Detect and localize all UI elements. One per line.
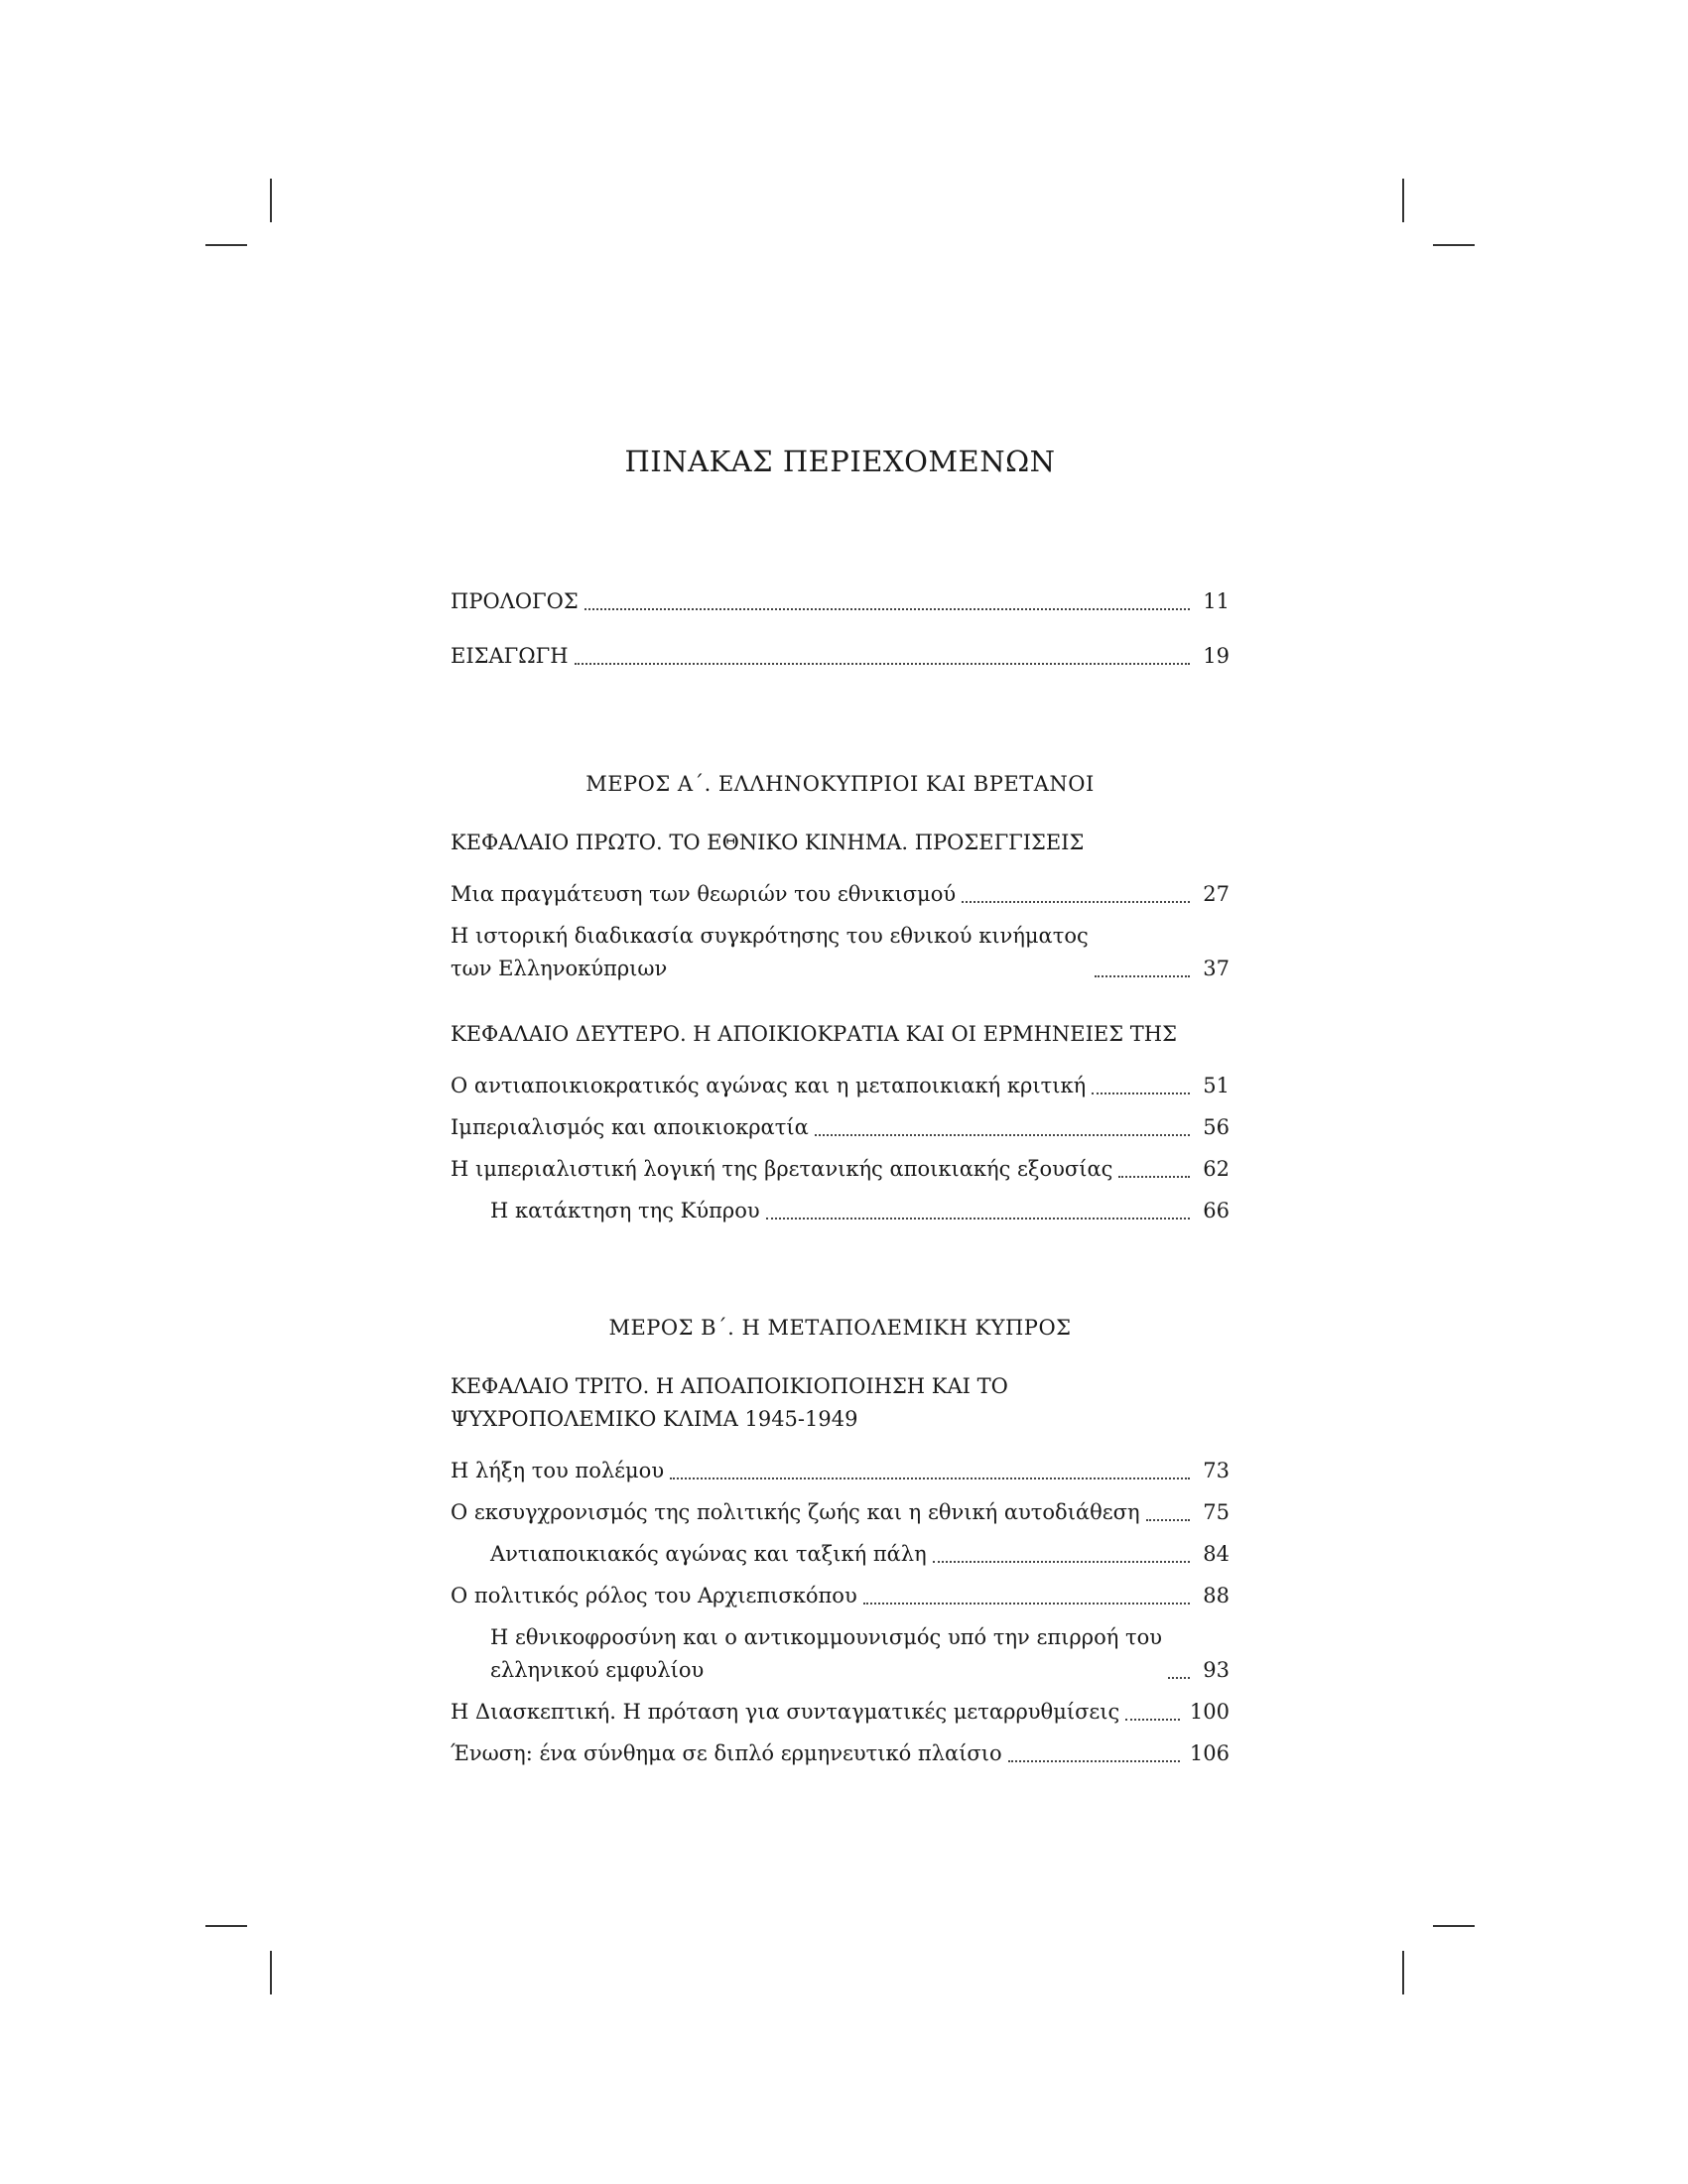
toc-entry-line: Ένωση: ένα σύνθημα σε διπλό ερμηνευτικό πλαίσιο (451, 1741, 1002, 1765)
toc-entry-line: Η ιστορική διαδικασία συγκρότησης του εθνικού κινήματος (451, 924, 1089, 948)
dot-leader (933, 1561, 1190, 1563)
toc-entry-line: Ο πολιτικός ρόλος του Αρχιεπισκόπου (451, 1584, 857, 1607)
toc-entry-page: 56 (1203, 1115, 1230, 1139)
toc-entry-page: 93 (1203, 1658, 1230, 1682)
toc-entry-label (451, 1111, 809, 1144)
toc-entry[interactable] (451, 1621, 1230, 1687)
toc-entry-line: Ο εκσυγχρονισμός της πολιτικής ζωής και η εθνική αυτοδιάθεση (451, 1500, 1140, 1524)
toc-entry-label (451, 1455, 664, 1487)
toc-entry-line: Η εθνικοφροσύνη και ο αντικομμουνισμός υπό την επιρροή του (490, 1625, 1163, 1649)
toc-entry[interactable] (451, 1496, 1230, 1529)
crop-mark (1433, 1925, 1475, 1927)
toc-entry-line: των Ελληνοκύπριων (451, 957, 668, 980)
dot-leader (863, 1603, 1190, 1605)
toc-entry[interactable] (451, 920, 1230, 985)
crop-mark (270, 179, 272, 222)
toc-entry-line: Μια πραγμάτευση των θεωριών του εθνικισμού (451, 882, 957, 906)
chapter-title-line: ΚΕΦΑΛΑΙΟ ΤΡΙΤΟ. Η ΑΠΟΑΠΟΙΚΙΟΠΟΙΗΣΗ ΚΑΙ ΤΟ (451, 1374, 1008, 1398)
toc-entry-line: Η Διασκεπτική. Η πρόταση για συνταγματικές μεταρρυθμίσεις (451, 1700, 1120, 1724)
dot-leader (670, 1477, 1190, 1479)
toc-entry-label (451, 878, 956, 911)
toc-entry-label (490, 1195, 760, 1227)
toc-entry-page: 106 (1189, 1741, 1230, 1765)
crop-mark (205, 1925, 247, 1927)
toc-entry-label (451, 1696, 1119, 1729)
toc-entry-page: 73 (1203, 1459, 1230, 1482)
toc-entry-line: Αντιαποικιακός αγώνας και ταξική πάλη (490, 1542, 927, 1566)
toc-entry[interactable] (451, 1580, 1230, 1612)
crop-mark (1402, 1951, 1404, 1994)
toc-entry-page: 100 (1189, 1700, 1230, 1724)
part-title: ΜΕΡΟΣ Α΄. ΕΛΛΗΝΟΚΥΠΡΙΟΙ ΚΑΙ ΒΡΕΤΑΝΟΙ (585, 772, 1095, 796)
spacer (451, 695, 1230, 772)
chapter-title-line: ΚΕΦΑΛΑΙΟ ΔΕΥΤΕΡΟ. Η ΑΠΟΙΚΙΟΚΡΑΤΙΑ ΚΑΙ ΟΙ ΕΡΜΗΝΕΙΕΣ ΤΗΣ (451, 1022, 1177, 1046)
dot-leader (1092, 1092, 1190, 1094)
part-title: ΜΕΡΟΣ Β΄. Η ΜΕΤΑΠΟΛΕΜΙΚΗ ΚΥΠΡΟΣ (608, 1316, 1072, 1340)
toc-entry-line: ελληνικού εμφυλίου (490, 1658, 705, 1682)
toc-entry-line: Ο αντιαποικιοκρατικός αγώνας και η μεταποικιακή κριτική (451, 1074, 1087, 1097)
dot-leader (1168, 1677, 1190, 1679)
toc-entry-page: 51 (1203, 1074, 1230, 1097)
chapter-title-line: ΚΕΦΑΛΑΙΟ ΠΡΩΤΟ. ΤΟ ΕΘΝΙΚΟ ΚΙΝΗΜΑ. ΠΡΟΣΕΓΓΙΣΕΙΣ (451, 831, 1085, 854)
toc-entry-label (451, 1153, 1112, 1186)
toc-entry-page: 37 (1203, 957, 1230, 980)
toc-entry-line: Η κατάκτηση της Κύπρου (490, 1199, 760, 1222)
dot-leader (1095, 975, 1190, 977)
toc-entry-label (451, 1070, 1086, 1102)
toc-entry-page: 11 (1203, 589, 1230, 613)
dot-leader (1146, 1519, 1190, 1521)
toc-entry[interactable] (451, 1070, 1230, 1102)
toc-entry-label (490, 1538, 927, 1571)
toc-entry[interactable] (451, 1538, 1230, 1571)
toc-entry-line: Η λήξη του πολέμου (451, 1459, 665, 1482)
dot-leader (1118, 1176, 1190, 1178)
dot-leader (815, 1134, 1190, 1136)
chapter-title (451, 827, 1230, 859)
dot-leader (766, 1218, 1190, 1220)
toc-entry-line: Η ιμπεριαλιστική λογική της βρετανικής αποικιακής εξουσίας (451, 1157, 1113, 1181)
dot-leader (962, 901, 1190, 903)
toc-entry[interactable] (451, 1455, 1230, 1487)
crop-mark (270, 1951, 272, 1994)
toc-entry-label: ΕΙΣΑΓΩΓΗ (451, 644, 569, 668)
crop-mark (1402, 179, 1404, 222)
toc-list (451, 585, 1230, 1770)
toc-entry-label: ΠΡΟΛΟΓΟΣ (451, 589, 579, 613)
toc-entry-page: 88 (1203, 1584, 1230, 1607)
toc-entry-line: Ιμπεριαλισμός και αποικιοκρατία (451, 1115, 809, 1139)
spacer (451, 994, 1230, 1018)
toc-entry-page: 27 (1203, 882, 1230, 906)
toc-entry-page: 66 (1203, 1199, 1230, 1222)
spacer (451, 1236, 1230, 1316)
toc-entry-page: 75 (1203, 1500, 1230, 1524)
toc-entry-page: 84 (1203, 1542, 1230, 1566)
crop-mark (1433, 244, 1475, 246)
toc-entry-label (451, 1496, 1140, 1529)
toc-entry[interactable] (451, 1153, 1230, 1186)
toc-entry[interactable] (451, 1737, 1230, 1770)
dot-leader (575, 663, 1190, 665)
dot-leader (584, 608, 1190, 610)
toc-entry-label (490, 1621, 1162, 1687)
toc-entry[interactable] (451, 1696, 1230, 1729)
chapter-title (451, 1018, 1230, 1051)
toc-content (451, 445, 1230, 1779)
toc-entry-introduction[interactable] (451, 640, 1230, 673)
toc-entry[interactable] (451, 1195, 1230, 1227)
dot-leader (1125, 1719, 1180, 1721)
chapter-title-line: ΨΥΧΡΟΠΟΛΕΜΙΚΟ ΚΛΙΜΑ 1945-1949 (451, 1407, 858, 1431)
toc-entry-prologue[interactable] (451, 585, 1230, 618)
toc-entry-page: 19 (1203, 644, 1230, 668)
toc-entry[interactable] (451, 1111, 1230, 1144)
dot-leader (1008, 1760, 1180, 1762)
toc-entry-label (451, 920, 1089, 985)
toc-entry-label (451, 1737, 1002, 1770)
toc-entry[interactable] (451, 878, 1230, 911)
page-title: ΠΙΝΑΚΑΣ ΠΕΡΙΕΧΟΜΕΝΩΝ (624, 445, 1056, 478)
toc-entry-page: 62 (1203, 1157, 1230, 1181)
crop-mark (205, 244, 247, 246)
chapter-title (451, 1370, 1230, 1436)
toc-entry-label (451, 1580, 857, 1612)
